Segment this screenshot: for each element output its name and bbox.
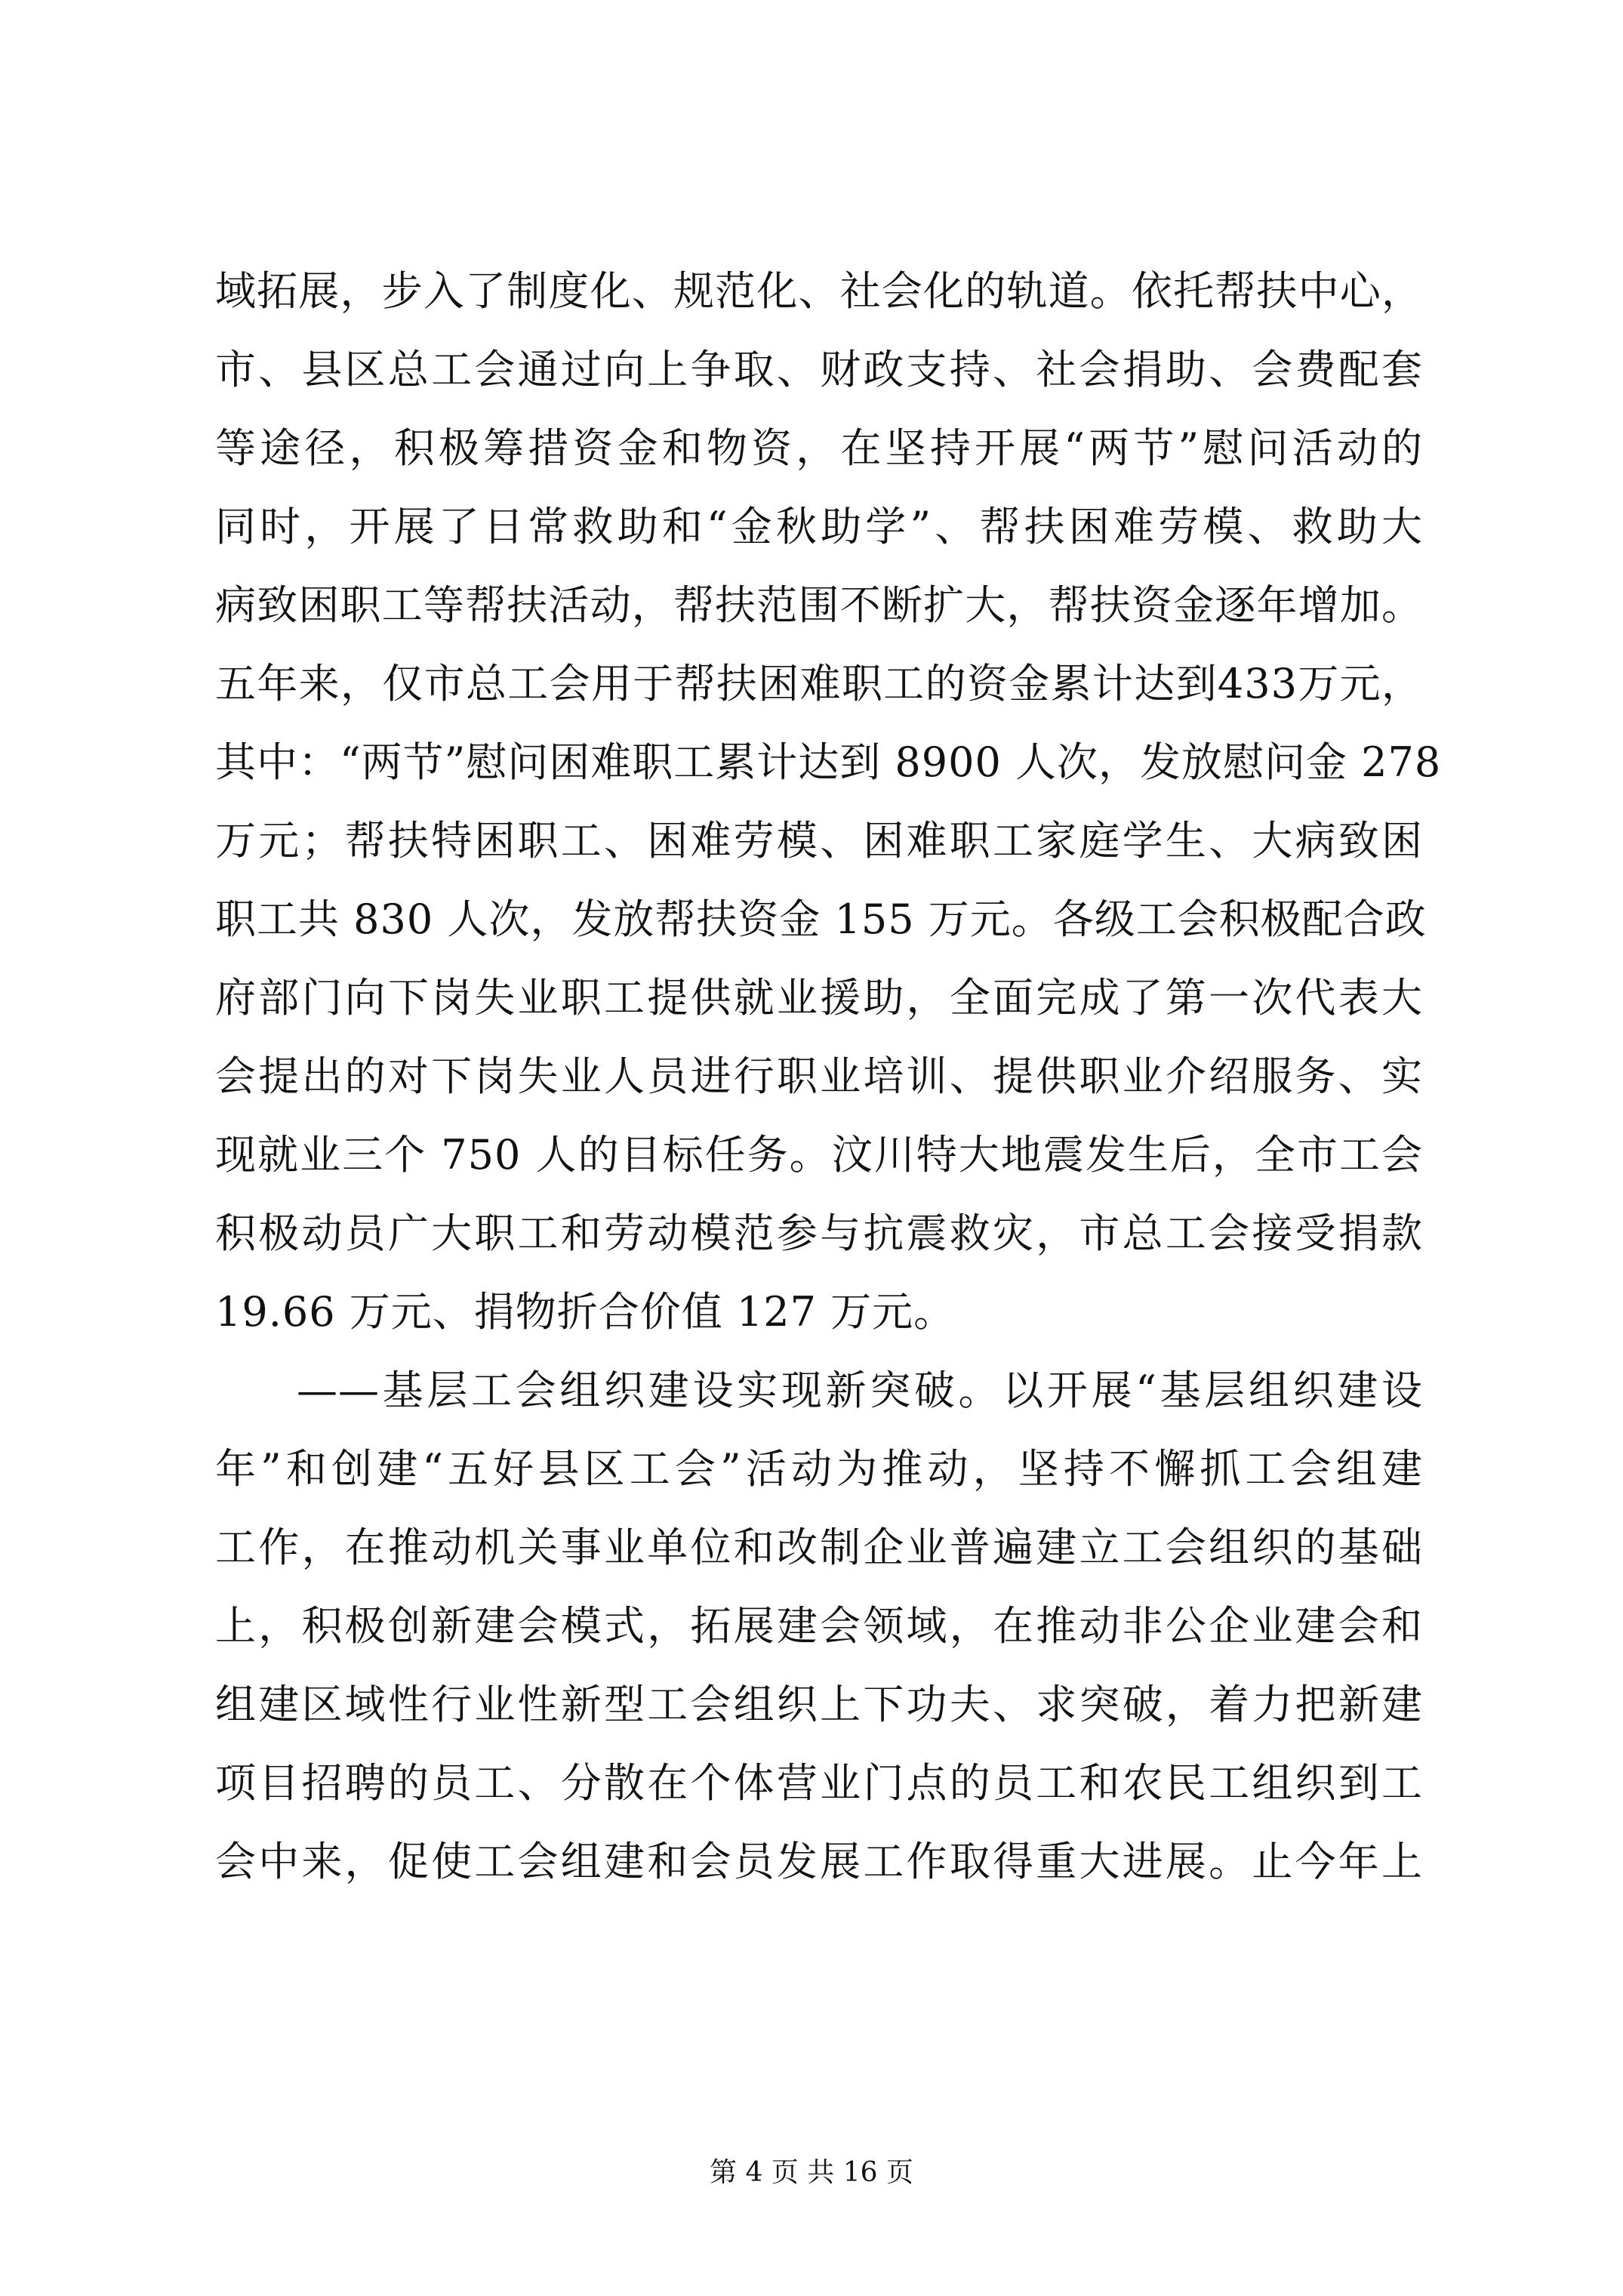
- text-line: 病致困职工等帮扶活动，帮扶范围不断扩大，帮扶资金逐年增加。: [215, 581, 1423, 629]
- text-line: 19.66 万元、捐物折合价值 127 万元。: [215, 1288, 956, 1336]
- document-body: [215, 252, 1442, 1901]
- text-line: 其中：“两节”慰问困难职工累计达到 8900 人次，发放慰问金 278: [215, 738, 1442, 786]
- text-line: ——基层工会组织建设实现新突破。以开展“基层组织建设: [297, 1367, 1423, 1414]
- text-line: 现就业三个 750 人的目标任务。汶川特大地震发生后，全市工会: [215, 1131, 1423, 1179]
- text-line: 等途径，积极筹措资金和物资，在坚持开展“两节”慰问活动的: [215, 424, 1423, 472]
- text-line: 上，积极创新建会模式，拓展建会领域，在推动非公企业建会和: [215, 1602, 1423, 1650]
- text-line: 项目招聘的员工、分散在个体营业门点的员工和农民工组织到工: [215, 1759, 1423, 1807]
- text-line: 万元；帮扶特困职工、困难劳模、困难职工家庭学生、大病致困: [215, 817, 1423, 864]
- text-line: 年”和创建“五好县区工会”活动为推动，坚持不懈抓工会组建: [215, 1445, 1423, 1493]
- text-line: 同时，开展了日常救助和“金秋助学”、帮扶困难劳模、救助大: [215, 503, 1423, 550]
- text-line: 五年来，仅市总工会用于帮扶困难职工的资金累计达到433万元，: [215, 660, 1423, 707]
- text-line: 域拓展，步入了制度化、规范化、社会化的轨道。依托帮扶中心，: [215, 267, 1423, 315]
- text-line: 市、县区总工会通过向上争取、财政支持、社会捐助、会费配套: [215, 346, 1423, 393]
- text-line: 积极动员广大职工和劳动模范参与抗震救灾，市总工会接受捐款: [215, 1210, 1423, 1257]
- text-line: 府部门向下岗失业职工提供就业援助，全面完成了第一次代表大: [215, 974, 1423, 1022]
- page-footer: 第 4 页 共 16 页: [710, 2157, 913, 2188]
- text-line: 工作，在推动机关事业单位和改制企业普遍建立工会组织的基础: [215, 1524, 1423, 1571]
- text-line: 职工共 830 人次，发放帮扶资金 155 万元。各级工会积极配合政: [215, 895, 1427, 943]
- text-line: 会提出的对下岗失业人员进行职业培训、提供职业介绍服务、实: [215, 1052, 1423, 1100]
- text-line: 会中来，促使工会组建和会员发展工作取得重大进展。止今年上: [215, 1838, 1423, 1885]
- text-line: 组建区域性行业性新型工会组织上下功夫、求突破，着力把新建: [215, 1681, 1423, 1728]
